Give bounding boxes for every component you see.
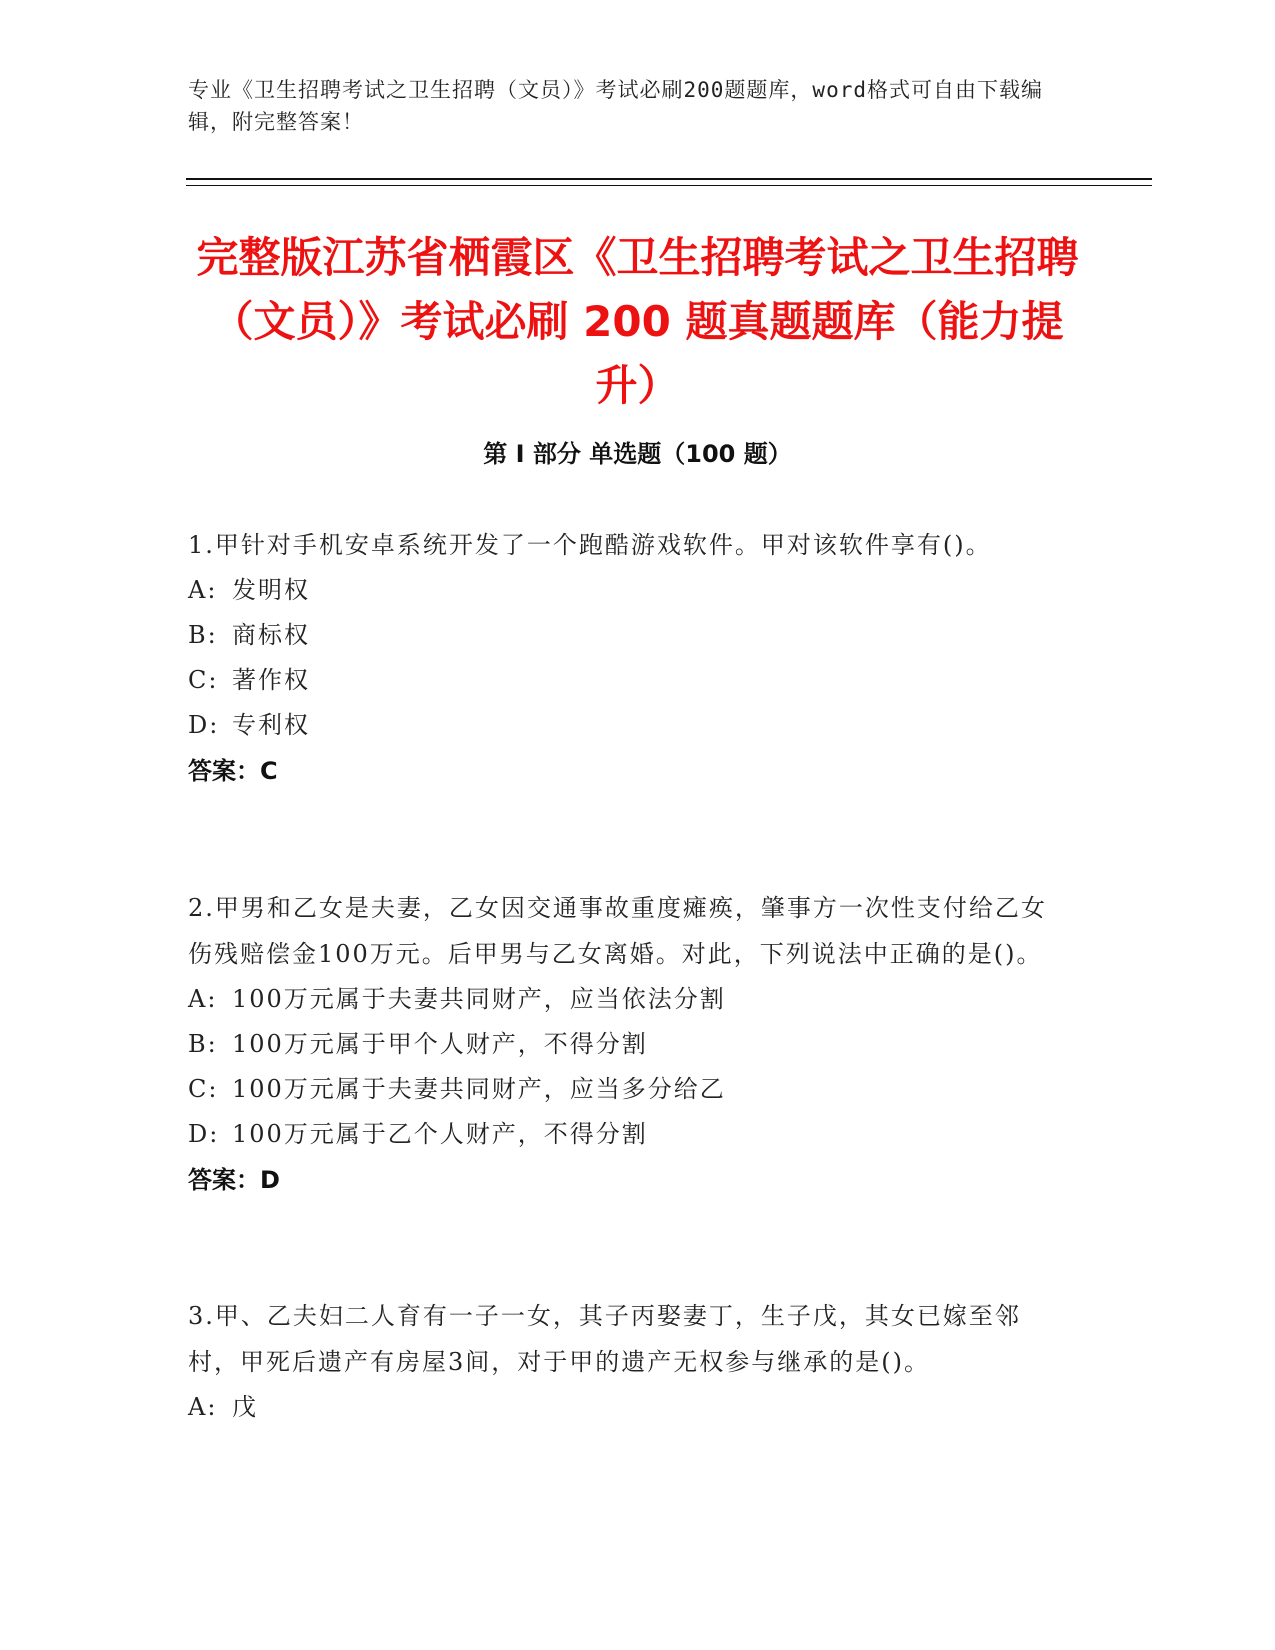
option-text: 著作权 (232, 666, 310, 694)
option-key: A: (188, 1393, 218, 1421)
option-key: A: (188, 985, 218, 1013)
question-stem: 3.甲、乙夫妇二人育有一子一女，其子丙娶妻丁，生子戊，其女已嫁至邻村，甲死后遗产有房屋3间，对于甲的遗产无权参与继承的是()。 (188, 1302, 1021, 1376)
option-text: 发明权 (232, 576, 310, 604)
option-a (188, 568, 1068, 613)
answer: 答案：D (188, 1166, 280, 1194)
option-key: A: (188, 576, 218, 604)
option-b (188, 613, 1068, 658)
option-text: 100万元属于夫妻共同财产，应当依法分割 (232, 985, 726, 1013)
question-3 (188, 1293, 1068, 1430)
question-2 (188, 885, 1068, 1203)
option-text: 100万元属于乙个人财产，不得分割 (232, 1120, 648, 1148)
option-a (188, 977, 1068, 1022)
header-divider-thin (186, 185, 1152, 186)
section-title: 第 I 部分 单选题（100 题） (483, 440, 792, 468)
option-a (188, 1385, 1068, 1430)
option-key: D: (188, 1120, 220, 1148)
header-note: 专业《卫生招聘考试之卫生招聘（文员）》考试必刷200题题库，word格式可自由下载编辑，附完整答案！ (188, 78, 1043, 134)
header-divider (186, 178, 1152, 180)
option-key: C: (188, 666, 219, 694)
option-text: 戊 (232, 1393, 258, 1421)
option-b (188, 1022, 1068, 1067)
option-d (188, 703, 1068, 748)
option-key: D: (188, 711, 220, 739)
option-c (188, 1067, 1068, 1112)
option-text: 100万元属于甲个人财产，不得分割 (232, 1030, 648, 1058)
option-key: B: (188, 1030, 218, 1058)
question-1 (188, 522, 1068, 794)
document-title: 完整版江苏省栖霞区《卫生招聘考试之卫生招聘（文员）》考试必刷 200 题真题题库（能力提升） (196, 233, 1079, 410)
answer: 答案：C (188, 757, 278, 785)
option-text: 专利权 (232, 711, 310, 739)
question-stem: 2.甲男和乙女是夫妻，乙女因交通事故重度瘫痪，肇事方一次性支付给乙女伤残赔偿金100万元。后甲男与乙女离婚。对此，下列说法中正确的是()。 (188, 894, 1047, 968)
question-stem: 1.甲针对手机安卓系统开发了一个跑酷游戏软件。甲对该软件享有()。 (188, 531, 992, 559)
option-text: 商标权 (232, 621, 310, 649)
option-c (188, 658, 1068, 703)
option-text: 100万元属于夫妻共同财产，应当多分给乙 (232, 1075, 726, 1103)
option-key: B: (188, 621, 218, 649)
option-key: C: (188, 1075, 219, 1103)
option-d (188, 1112, 1068, 1157)
